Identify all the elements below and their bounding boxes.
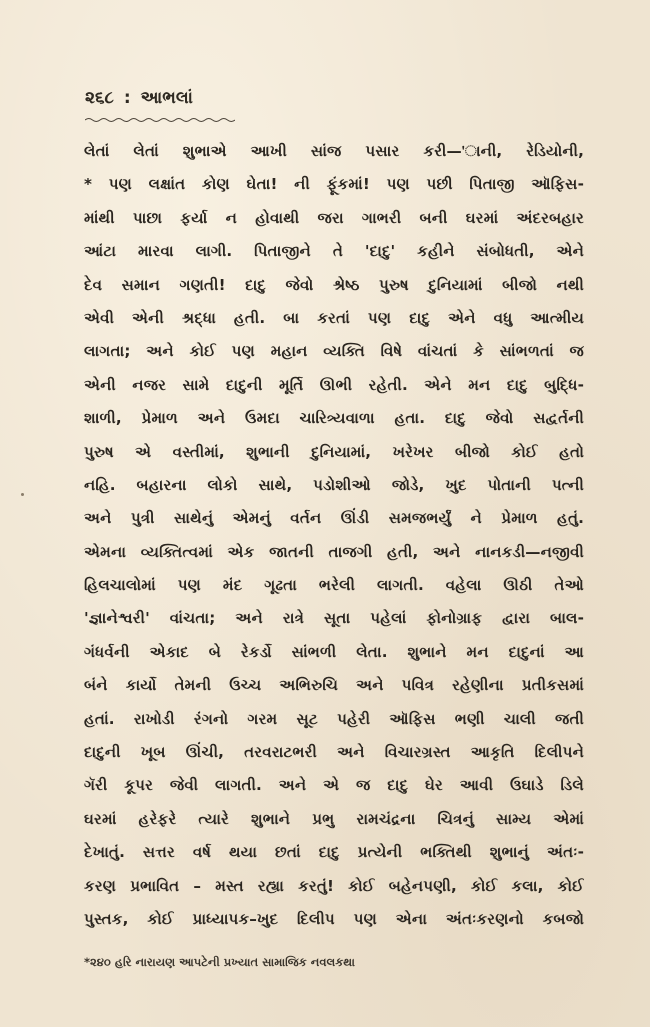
text-line: દાદુની ખૂબ ઊંચી, તરવરાટભરી અને વિચારગ્રસ્ત આકૃતિ દિલીપને — [84, 743, 584, 762]
text-line: ઘરમાં હરેફરે ત્યારે શુભાને પ્રભુ રામચંદ્રના ચિત્રનું સામ્ય એમાં — [84, 809, 584, 828]
text-line: પુરુષ એ વસ્તીમાં, શુભાની દુનિયામાં, ખરેખર બીજો કોઈ હતો — [84, 442, 584, 461]
page-number: ૨૬૮ — [85, 88, 114, 108]
text-line: ગૅરી કૂપર જેવી લાગતી. અને એ જ દાદુ ઘેર આવી ઉઘાડે ડિલે — [84, 776, 584, 795]
text-line: બંને કાર્યો તેમની ઉચ્ચ અભિરુચિ અને પવિત્ર રહેણીના પ્રતીકસમાં — [84, 676, 584, 695]
text-line: ગંધર્વની એકાદ બે રેકર્ડો સાંભળી લેતા. શુભાને મન દાદુનાં આ — [84, 642, 584, 661]
text-line: નહિ. બહારના લોકો સાથે, પડોશીઓ જોડે, ખુદ પોતાની પત્ની — [84, 475, 584, 494]
book-title: આભલાં — [140, 88, 193, 108]
text-line: શાળી, પ્રેમાળ અને ઉમદા ચારિત્ર્યવાળા હતા. દાદુ જેવો સદ્વર્તની — [84, 409, 584, 428]
text-line: દેવ સમાન ગણતી! દાદુ જેવો શ્રેષ્ઠ પુરુષ દુનિયામાં બીજો નથી — [84, 275, 584, 294]
text-line: લેતાં લેતાં શુભાએ આખી સાંજ પસાર કરી—'ાની, રેડિયોની, — [84, 142, 584, 160]
text-line: આંટા મારવા લાગી. પિતાજીને તે 'દાદુ' કહીને સંબોધતી, એને — [84, 242, 584, 261]
text-line: હિલચાલોમાં પણ મંદ ગૂઢતા ભરેલી લાગતી. વહેલા ઊઠી તેઓ — [84, 576, 584, 595]
header-separator: : — [123, 88, 131, 108]
paper-speck — [21, 493, 24, 496]
text-line: હતાં. રાખોડી રંગનો ગરમ સૂટ પહેરી ઑફિસ ભણી ચાલી જતી — [84, 709, 584, 728]
text-line: કરણ પ્રભાવિત – મસ્ત રહ્યા કરતું! કોઈ બહેનપણી, કોઈ કલા, કોઈ — [84, 876, 584, 895]
body-text — [84, 135, 584, 936]
text-line: માંથી પાછા ફર્યા ન હોવાથી જરા ગાભરી બની ઘરમાં અંદરબહાર — [84, 208, 584, 227]
running-header — [85, 80, 193, 116]
text-line: લાગતા; અને કોઈ પણ મહાન વ્યક્તિ વિષે વાંચતાં કે સાંભળતાં જ — [84, 342, 584, 361]
footnote: *૨૪૦ હરિ નારાયણ આપટેની પ્રખ્યાત સામાજિક નવલકથા — [84, 955, 355, 969]
text-line: એમના વ્યક્તિત્વમાં એક જાતની તાજગી હતી, અને નાનકડી—નજીવી — [84, 542, 584, 561]
text-line: એની નજર સામે દાદુની મૂર્તિ ઊભી રહેતી. એને મન દાદુ બુદ્ધિ- — [84, 375, 584, 394]
text-line: પુસ્તક, કોઈ પ્રાધ્યાપક–ખુદ દિલીપ પણ એના અંતઃકરણનો કબજો — [84, 909, 584, 928]
text-line: * પણ લક્ષાંત કોણ ઘેતા! ની ફૂંકમાં! પણ પછી પિતાજી ઑફિસ- — [84, 175, 584, 194]
text-line: અને પુત્રી સાથેનું એમનું વર્તન ઊંડી સમજભર્યું ને પ્રેમાળ હતું. — [84, 509, 584, 528]
text-line: એવી એની શ્રદ્ધા હતી. બા કરતાં પણ દાદુ એને વધુ આત્મીય — [84, 308, 584, 327]
text-line: 'જ્ઞાનેશ્વરી' વાંચતા; અને રાત્રે સૂતા પહેલાં ફોનોગ્રાફ દ્વારા બાલ- — [84, 609, 584, 628]
text-line: દેખાતું. સત્તર વર્ષ થયા છતાં દાદુ પ્રત્યેની ભક્તિથી શુભાનું અંતઃ- — [84, 843, 584, 862]
decorative-wavy-rule — [85, 117, 235, 123]
